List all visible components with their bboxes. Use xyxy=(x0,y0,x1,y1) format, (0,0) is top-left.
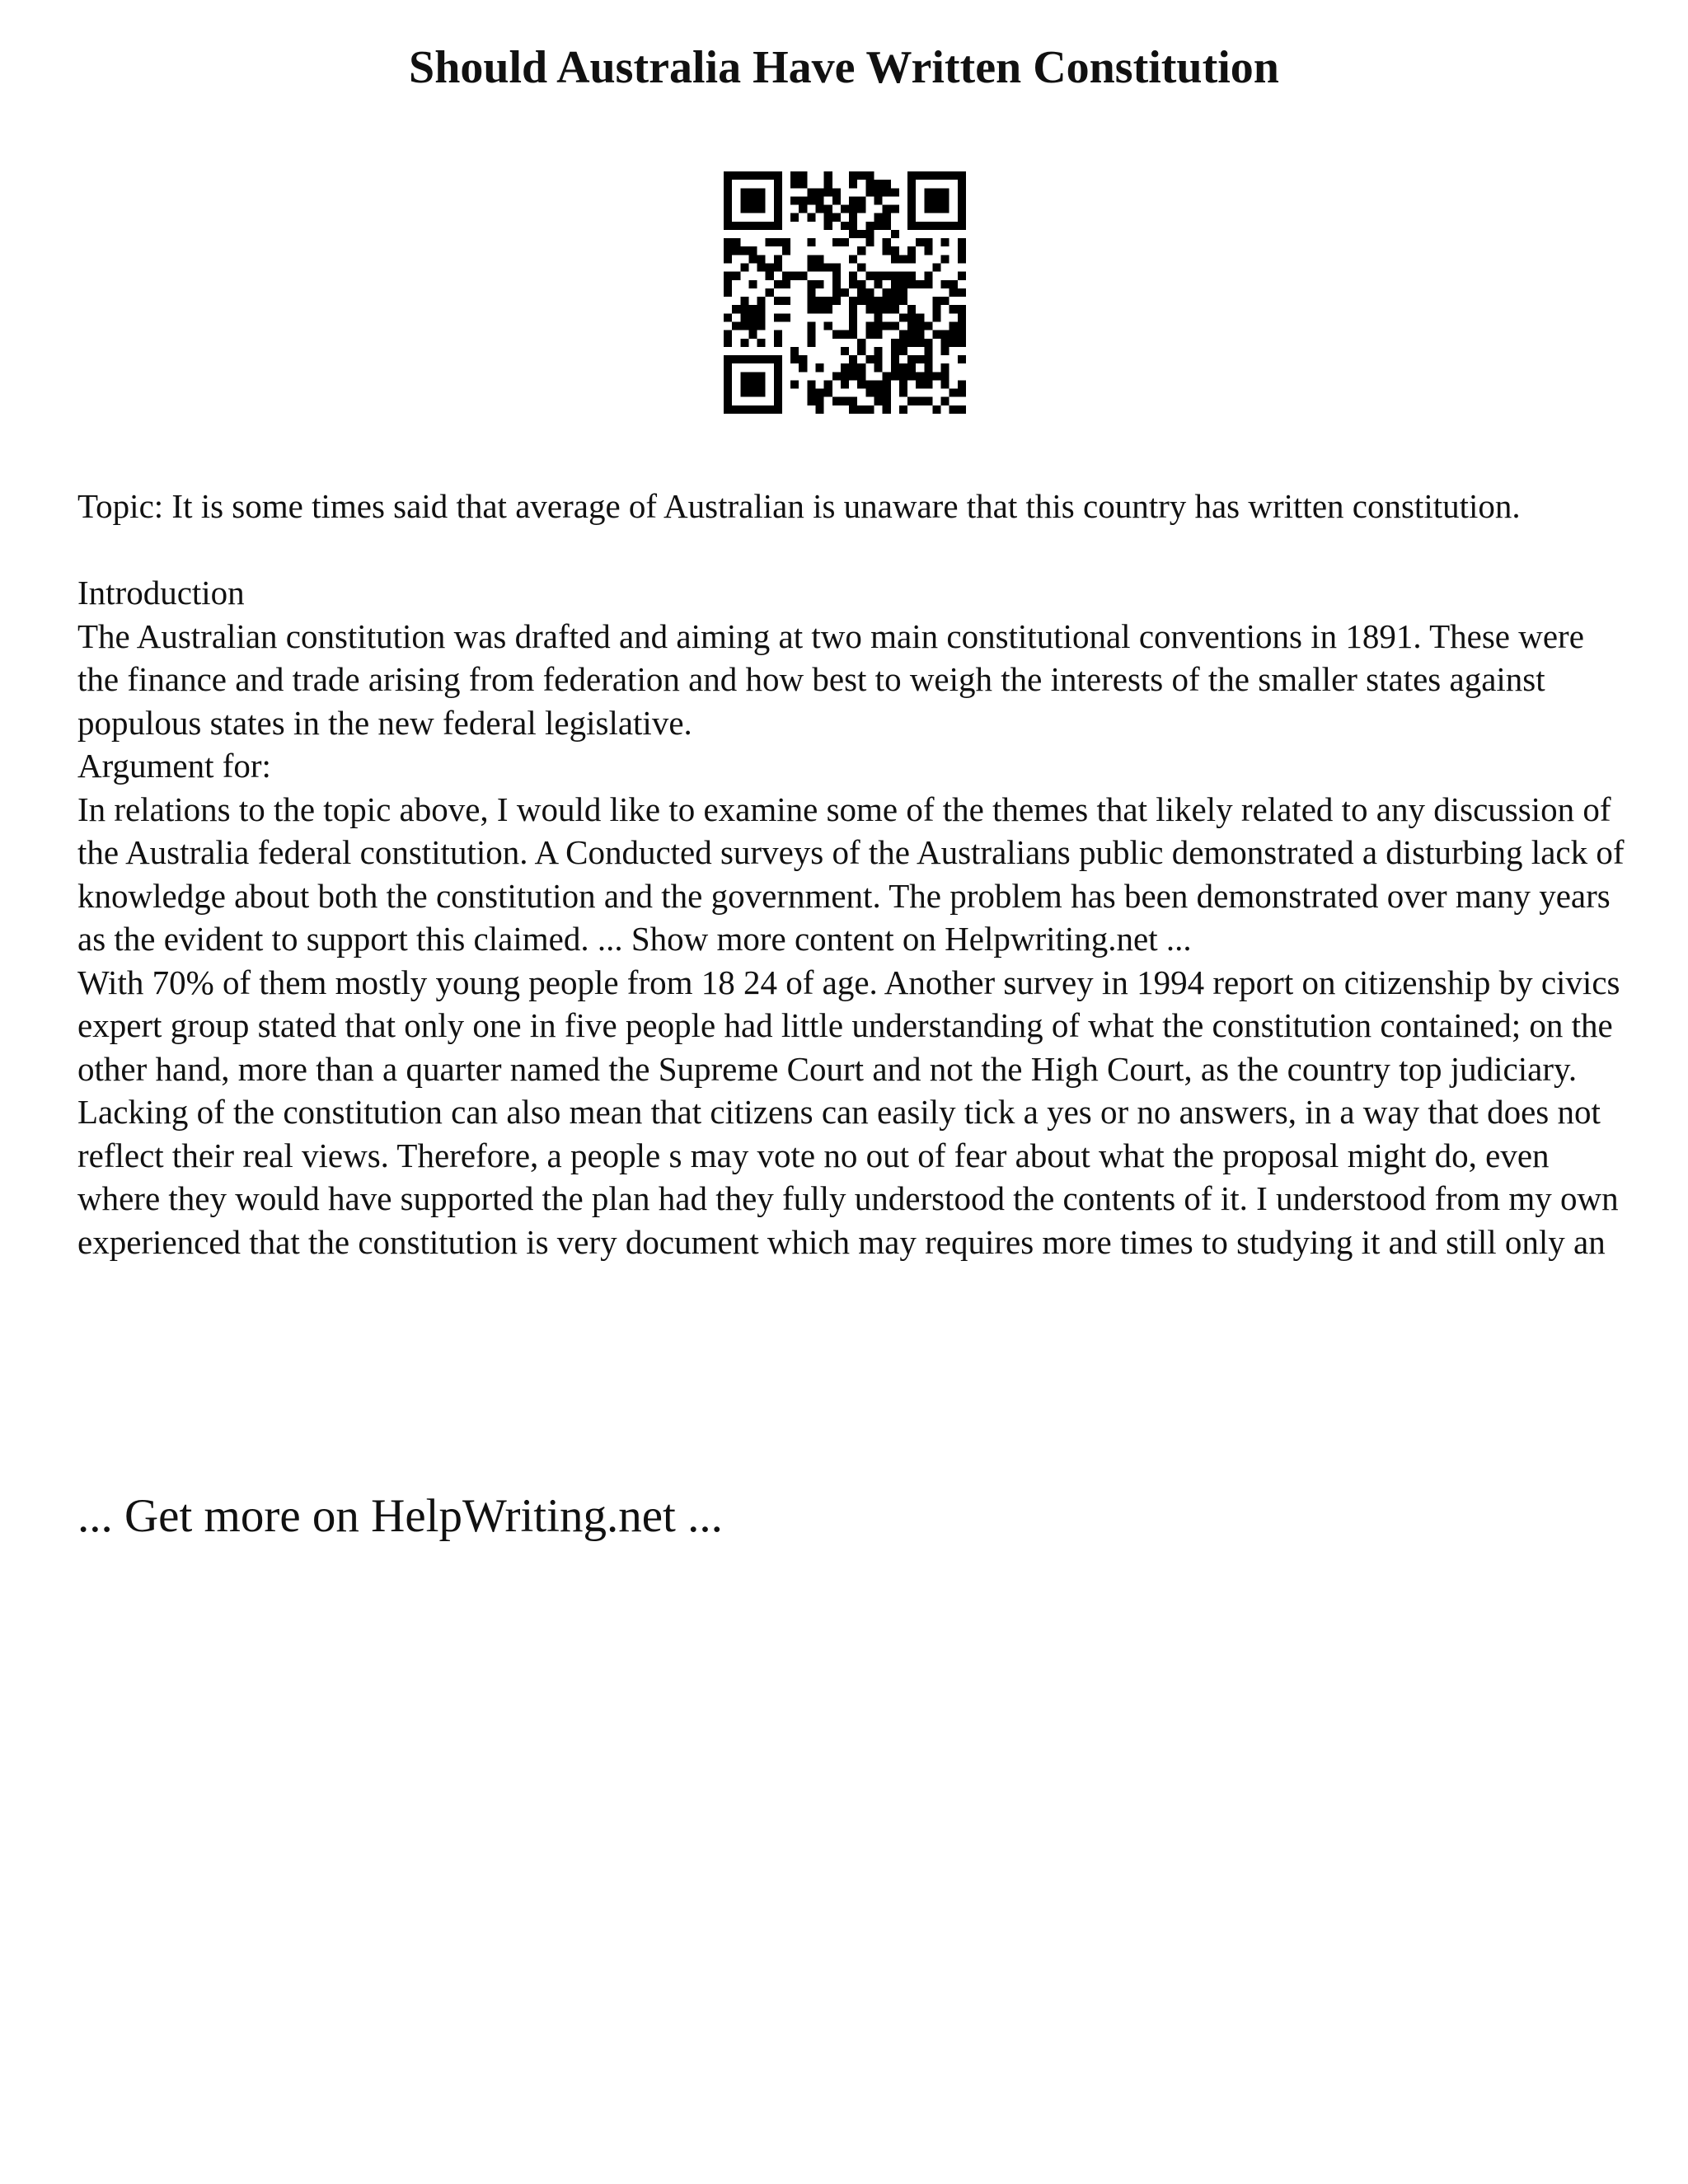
argument-heading: Argument for: xyxy=(77,747,271,785)
intro-heading: Introduction xyxy=(77,574,245,612)
page-title: Should Australia Have Written Constitution xyxy=(409,42,1279,93)
qr-code-icon[interactable] xyxy=(724,171,966,414)
document-body xyxy=(77,485,1627,1263)
topic-paragraph: Topic: It is some times said that average of Australian is unaware that this country has written constitution. xyxy=(77,487,1521,525)
survey-paragraph: With 70% of them mostly young people from 18 24 of age. Another survey in 1994 report on citizenship by civics expert group stated that only one in five people had little understanding of what the constitution contained; on the other hand, more than a quarter named the Supreme Court and not the High Court, as the country top judiciary. xyxy=(77,963,1620,1088)
argument-paragraph: In relations to the topic above, I would like to examine some of the themes that likely related to any discussion of the Australia federal constitution. A Conducted surveys of the Australians public demonstrated a disturbing lack of knowledge about both the constitution and the government. The problem has been demonstrated over many years as the evident to support this claimed. ... Show more content on Helpwriting.net ... xyxy=(77,790,1625,958)
paragraph-gap xyxy=(77,528,1627,572)
lacking-paragraph: Lacking of the constitution can also mean that citizens can easily tick a yes or no answers, in a way that does not reflect their real views. Therefore, a people s may vote no out of fear about what the proposal might do, even where they would have supported the plan had they fully understood the contents of it. I understood from my own experienced that the constitution is very document which may requires more times to studying it and still only an xyxy=(77,1093,1619,1261)
get-more-link[interactable]: ... Get more on HelpWriting.net ... xyxy=(77,1490,723,1542)
intro-paragraph: The Australian constitution was drafted and aiming at two main constitutional conventions in 1891. These were the finance and trade arising from federation and how best to weigh the interests of the smaller states against populous states in the new federal legislative. xyxy=(77,616,1584,742)
